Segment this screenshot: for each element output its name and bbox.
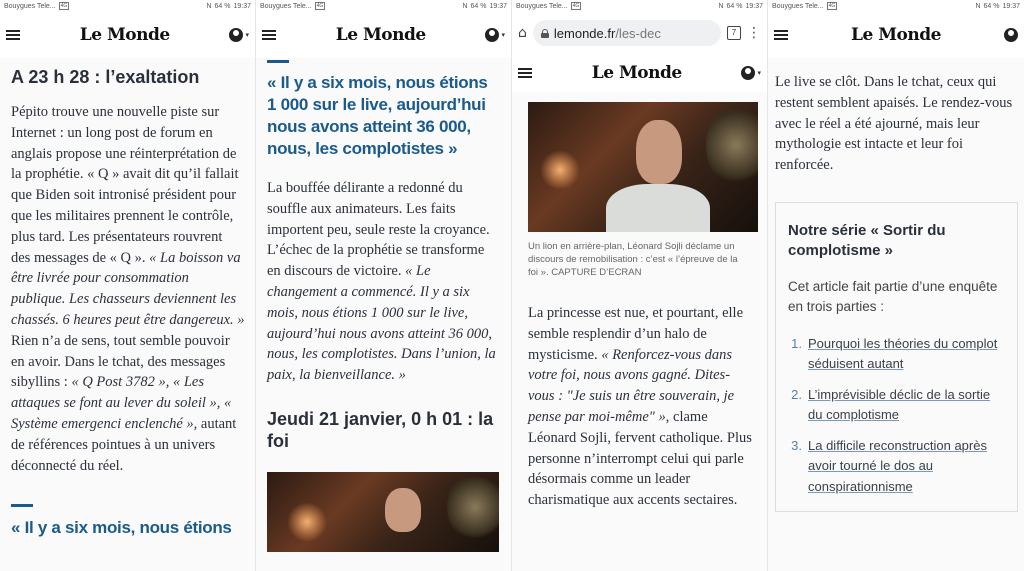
chevron-down-icon: ▾: [245, 31, 249, 39]
article-paragraph: [528, 303, 757, 511]
article-body: [0, 58, 255, 539]
series-item-link[interactable]: La difficile reconstruction après avoir tourné le dos au conspirationnisme: [808, 437, 987, 494]
site-logo[interactable]: Le Monde: [591, 63, 682, 83]
paragraph-text: La bouffée délirante a redonné du souffle aux animateurs. Les faits importent peu, seule reste la croyance. L’échec de la prophétie se transforme en discours de victoire.: [267, 180, 490, 280]
site-logo[interactable]: Le Monde: [851, 25, 941, 45]
clock-label: 19:37: [489, 2, 507, 10]
pull-quote: « Il y a six mois, nous étions: [11, 518, 232, 538]
signal-icon: N: [462, 2, 468, 10]
menu-icon[interactable]: [774, 30, 788, 40]
series-intro: Cet article fait partie d’une enquête en trois parties :: [788, 278, 998, 315]
site-header: [0, 12, 255, 58]
clock-label: 19:37: [233, 2, 251, 10]
battery-label: 64 %: [470, 2, 487, 10]
chevron-down-icon: ▾: [757, 69, 761, 77]
series-list-item: [788, 385, 1005, 426]
site-logo[interactable]: Le Monde: [335, 25, 426, 45]
network-badge: 4G: [60, 3, 68, 9]
series-title: Notre série « Sortir du complotisme »: [788, 221, 946, 259]
article-paragraph: [267, 178, 501, 386]
phone-panel-4: [768, 0, 1024, 571]
account-icon: [1004, 28, 1018, 42]
site-header: [512, 54, 767, 92]
signal-icon: N: [975, 2, 981, 10]
account-icon: [229, 28, 243, 42]
site-logo[interactable]: Le Monde: [79, 25, 170, 45]
series-item-number: 2.: [791, 386, 802, 402]
chevron-down-icon: ▾: [501, 31, 505, 39]
carrier-label: Bouygues Tele...: [4, 2, 56, 10]
photo-caption: Un lion en arrière-plan, Léonard Sojli déclame un discours de remobilisation : c’est « l’épreuve de la foi ». CAPTURE D’ECRAN: [528, 241, 738, 278]
url-path: /les-dec: [615, 25, 661, 41]
series-item-link[interactable]: L’imprévisible déclic de la sortie du complotisme: [808, 386, 991, 423]
quote-text: « Renforcez-vous dans votre foi, nous avons gagné. Dites-vous : "Je suis un être souverain, je pense par moi-même" »: [528, 346, 735, 425]
series-list-item: [788, 436, 1005, 498]
lock-icon: [541, 29, 549, 38]
phone-panel-1: [0, 0, 256, 571]
status-bar: [256, 0, 511, 12]
network-badge: 4G: [828, 3, 836, 9]
status-bar: [0, 0, 255, 12]
network-badge: 4G: [316, 3, 324, 9]
more-icon[interactable]: ⋮: [747, 25, 761, 41]
battery-label: 64 %: [983, 2, 1000, 10]
article-paragraph: Le live se clôt. Dans le tchat, ceux qui restent semblent apaisés. Le rendez-vous avec le réel a été ajourné, mais leur mythologie est intacte et leur foi renforcée.: [775, 74, 1013, 174]
series-box: [775, 202, 1018, 513]
paragraph-text: , clame Léonard Sojli, fervent catholique. Plus personne n’interrompt celui qui parle désormais comme un leader charismatique aux accents sectaires.: [528, 408, 752, 509]
account-icon: [741, 66, 755, 80]
series-item-link[interactable]: Pourquoi les théories du complot séduisent autant: [808, 335, 998, 372]
menu-icon[interactable]: [262, 30, 276, 40]
article-body: [512, 92, 767, 511]
battery-label: 64 %: [726, 2, 743, 10]
paragraph-text: Rien n’a de sens, tout semble pouvoir en avoir. Dans le tchat, des messages sibyllins :: [11, 332, 230, 391]
browser-toolbar: [512, 12, 767, 54]
account-button[interactable]: [741, 66, 761, 80]
section-heading: A 23 h 28 : l’exaltation: [11, 67, 200, 87]
carrier-label: Bouygues Tele...: [516, 2, 568, 10]
battery-label: 64 %: [214, 2, 231, 10]
series-list-item: [788, 334, 1005, 375]
account-button[interactable]: [229, 28, 249, 42]
article-paragraph: [11, 102, 245, 476]
quote-text: « Q Post 3782 », « Les attaques se font au lever du soleil », « Système emergenci enclenché »,: [11, 374, 232, 432]
paragraph-text: autant de références pointues à un univers déconnecté du réel.: [11, 415, 237, 474]
series-item-number: 1.: [791, 335, 802, 351]
quote-text: « La boisson va être livrée pour consommation publique. Les chasseurs deviennent les chassés. 6 heures peut être dangereux. »: [11, 249, 245, 328]
carrier-label: Bouygues Tele...: [260, 2, 312, 10]
signal-icon: N: [206, 2, 212, 10]
paragraph-text: La princesse est nue, et pourtant, elle semble resplendir d’un halo de mysticisme.: [528, 305, 744, 363]
site-header: [768, 12, 1024, 58]
url-host: lemonde.fr: [553, 25, 616, 41]
address-bar[interactable]: [533, 20, 721, 46]
quote-rule: [11, 504, 33, 507]
paragraph-text: Pépito trouve une nouvelle piste sur Internet : un long post de forum en anglais propose une réinterprétation de la prophétie. « Q » avait dit qu’il fallait que Biden soit intronisé président pour que les militaires prennent le contrôle, plus tard. Les présentateurs rouvrent des messages de « Q ».: [11, 104, 239, 266]
quote-rule: [267, 60, 289, 63]
clock-label: 19:37: [1002, 2, 1020, 10]
status-bar: [768, 0, 1024, 12]
account-button[interactable]: [485, 28, 505, 42]
series-list: [788, 334, 1005, 498]
site-header: [256, 12, 511, 58]
article-photo: [267, 472, 499, 552]
section-heading: Jeudi 21 janvier, 0 h 01 : la foi: [267, 408, 494, 451]
article-body: [256, 58, 511, 552]
pull-quote: « Il y a six mois, nous étions 1 000 sur le live, aujourd’hui nous avons atteint 36 000, nous, les complotistes »: [267, 73, 488, 158]
phone-panel-2: [256, 0, 512, 571]
menu-icon[interactable]: [6, 30, 20, 40]
network-badge: 4G: [572, 3, 580, 9]
article-body: [768, 58, 1024, 512]
account-icon: [485, 28, 499, 42]
series-item-number: 3.: [791, 437, 802, 453]
quote-text: « Le changement a commencé. Il y a six mois, nous étions 1 000 sur le live, aujourd’hui nous avons atteint 36 000, nous, les complotistes. Dans l’union, la paix, la bienveillance. »: [267, 263, 496, 384]
account-button[interactable]: [1004, 28, 1018, 42]
clock-label: 19:37: [745, 2, 763, 10]
tabs-icon[interactable]: 7: [727, 26, 741, 40]
signal-icon: N: [718, 2, 724, 10]
status-bar: [512, 0, 767, 12]
menu-icon[interactable]: [518, 68, 532, 78]
article-photo: [528, 102, 758, 232]
home-icon[interactable]: ⌂: [518, 25, 527, 41]
carrier-label: Bouygues Tele...: [772, 2, 824, 10]
phone-panel-3: [512, 0, 768, 571]
